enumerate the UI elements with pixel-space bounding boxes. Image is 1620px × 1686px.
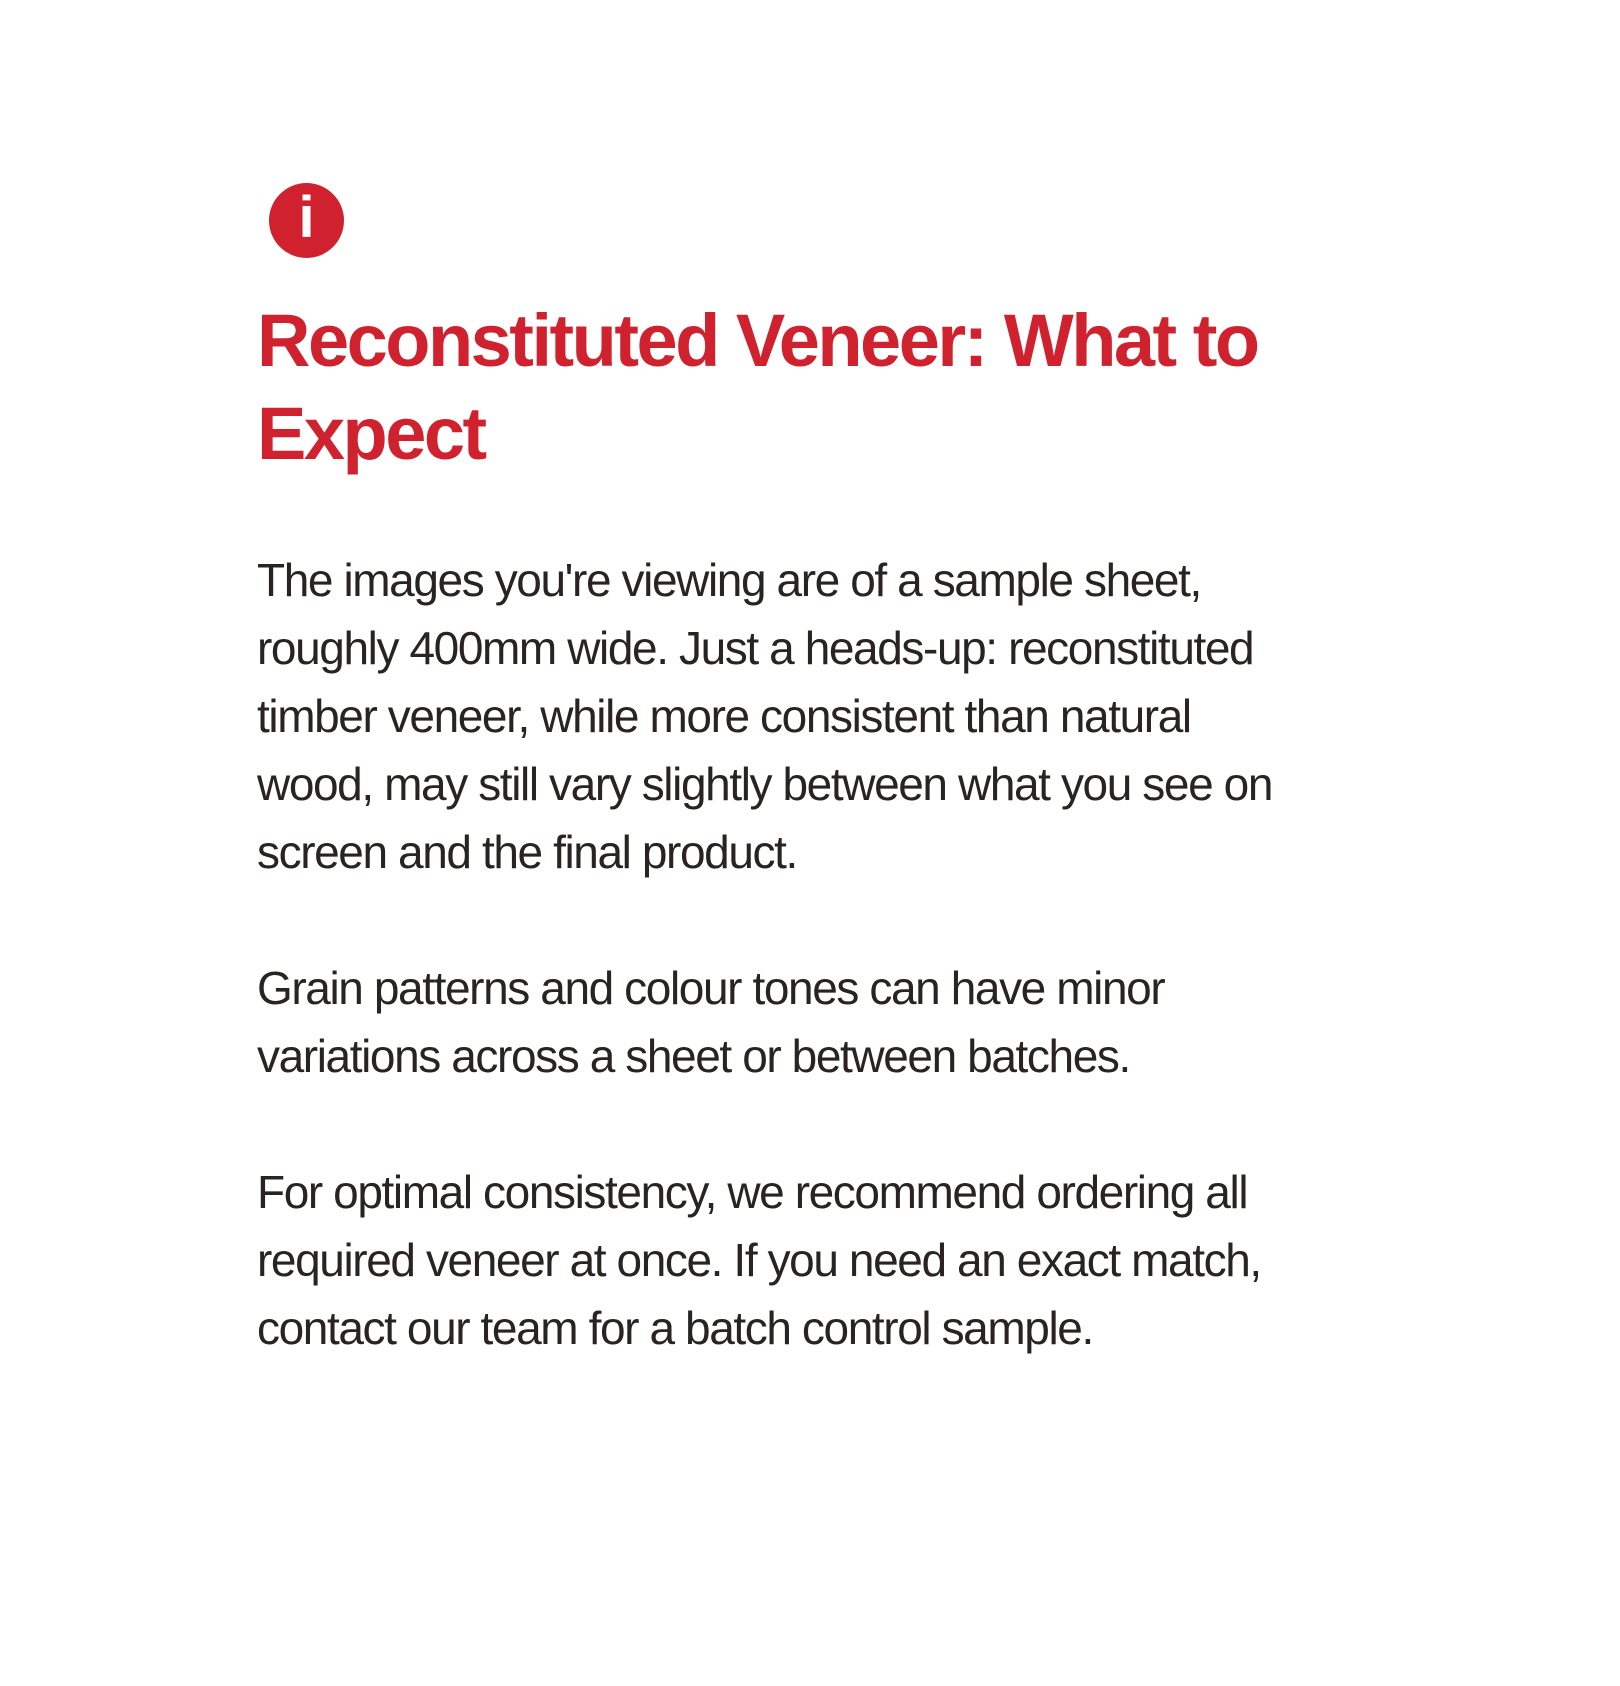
body-paragraph-2: Grain patterns and colour tones can have minor variations across a sheet or between batches. [257, 962, 1165, 1082]
section-heading: Reconstituted Veneer: What to Expect [257, 299, 1258, 475]
body-paragraph-3: For optimal consistency, we recommend ordering all required veneer at once. If you need an exact match, contact our team for a batch control sample. [257, 1166, 1261, 1354]
info-icon-glyph: i [298, 184, 315, 250]
body-paragraph-1: The images you're viewing are of a sample sheet, roughly 400mm wide. Just a heads-up: reconstituted timber veneer, while more consistent than natural wood, may still vary slightly between what you see on screen and the final product. [257, 554, 1272, 878]
info-icon [269, 183, 344, 258]
body-copy [257, 546, 1287, 1362]
